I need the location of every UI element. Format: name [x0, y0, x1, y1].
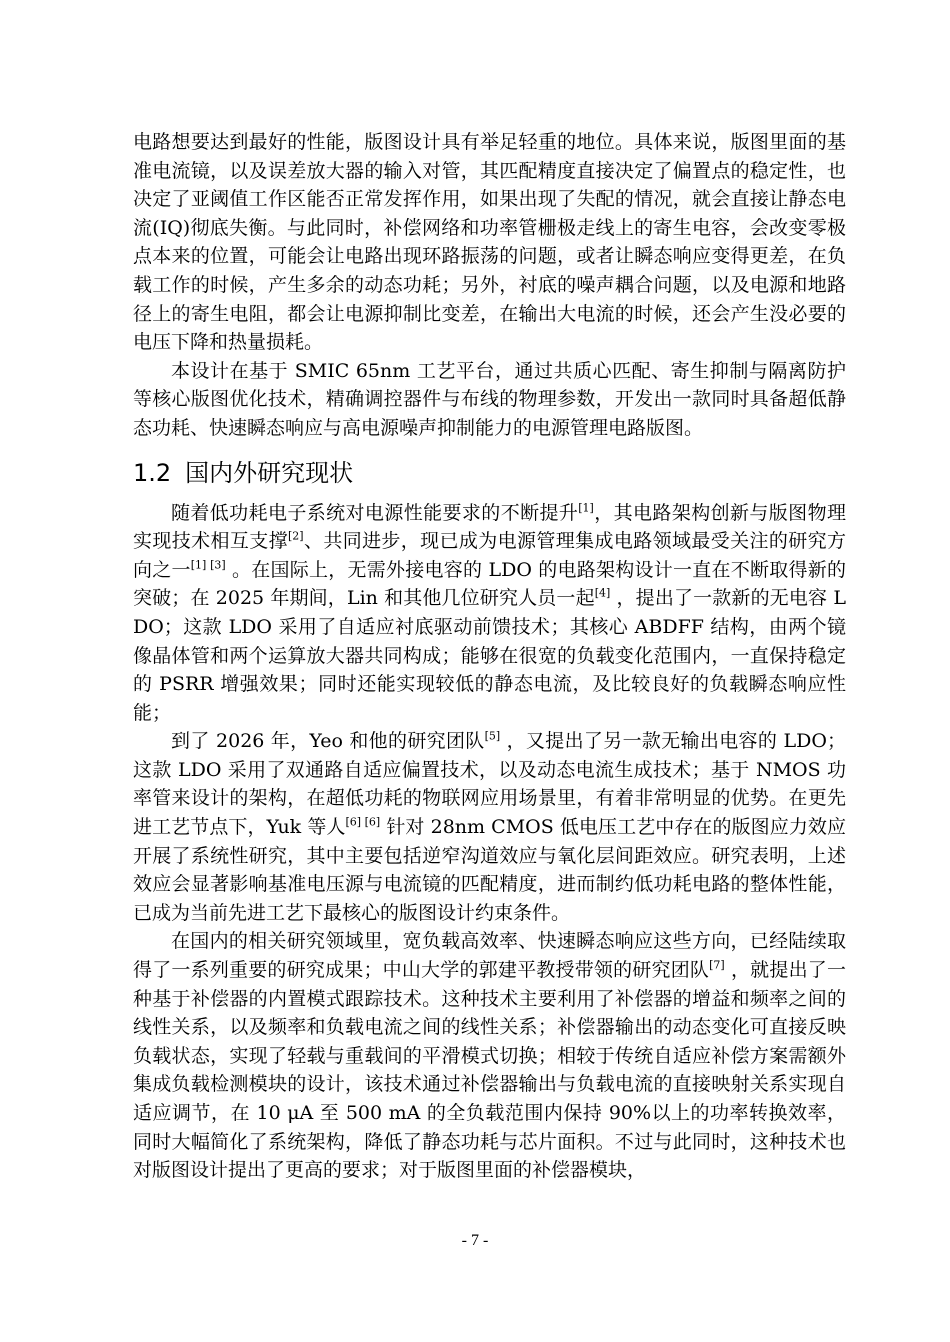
text-run: 随着低功耗电子系统对电源性能要求的不断提升 — [171, 501, 579, 524]
text-run: 针对 28nm CMOS 低电压工艺中存在的版图应力效应开展了系统性研究，其中主要包括逆窄沟道效应与氧化层间距效应。研究表明，上述效应会显著影响基准电压源与电流镜的匹配精度，进而制约低功耗电路的整体性能，已成为当前先进工艺下最核心的版图设计约束条件。 — [133, 816, 846, 924]
paragraph-research-status — [133, 499, 846, 728]
text-run: ，其电路架构创新与版图物理实现技术相互支撑 — [133, 501, 846, 553]
citation: [6] [6] — [345, 815, 381, 829]
page-body — [133, 128, 846, 1185]
text-run: 到了 2026 年，Yeo 和他的研究团队 — [171, 730, 485, 753]
citation: [1] [3] — [190, 558, 226, 572]
citation: [7] — [709, 958, 725, 972]
text-run: ，又提出了另一款无输出电容的 LDO；这款 LDO 采用了双通路自适应偏置技术，以及动态电流生成技术；基于 NMOS 功率管来设计的架构，在超低功耗的物联网应用场景里，有着非常明显的优势。在更先进工艺节点下，Yuk 等人 — [133, 730, 846, 839]
text-run: 在国内的相关研究领域里，宽负载高效率、快速瞬态响应这些方向，已经陆续取得了一系列重要的研究成果；中山大学的郭建平教授带领的研究团队 — [133, 930, 846, 982]
text-run: ，提出了一款新的无电容 LDO；这款 LDO 采用了自适应衬底驱动前馈技术；其核心 ABDFF 结构，由两个镜像晶体管和两个运算放大器共同构成；能够在很宽的负载变化范围内，一直保持稳定的 PSRR 增强效果；同时还能实现较低的静态电流，及比较良好的负载瞬态响应性能； — [133, 587, 846, 724]
citation: [5] — [484, 729, 501, 743]
citation: [1] — [578, 501, 594, 515]
paragraph-2026-research — [133, 727, 846, 927]
text-run: 。在国际上，无需外接电容的 LDO 的电路架构设计一直在不断取得新的突破；在 2025 年期间，Lin 和其他几位研究人员一起 — [133, 558, 846, 610]
citation: [2] — [287, 529, 304, 543]
citation: [4] — [594, 586, 611, 600]
text-run: 、共同进步，现已成为电源管理集成电路领域最受关注的研究方向之一 — [133, 530, 846, 581]
page-number: - 7 - — [461, 1232, 489, 1249]
paragraph-continuation: 电路想要达到最好的性能，版图设计具有举足轻重的地位。具体来说，版图里面的基准电流镜，以及误差放大器的输入对管，其匹配精度直接决定了偏置点的稳定性，也决定了亚阈值工作区能否正常发挥作用，如果出现了失配的情况，就会直接让静态电流(IQ)彻底失衡。与此同时，补偿网络和功率管栅极走线上的寄生电容，会改变零极点本来的位置，可能会让电路出现环路振荡的问题，或者让瞬态响应变得更差，在负载工作的时候，产生多余的动态功耗；另外，衬底的噪声耦合问题，以及电源和地路径上的寄生电阻，都会让电源抑制比变差，在输出大电流的时候，还会产生没必要的电压下降和热量损耗。 — [133, 131, 846, 354]
paragraph-design-intro: 本设计在基于 SMIC 65nm 工艺平台，通过共质心匹配、寄生抑制与隔离防护等核心版图优化技术，精确调控器件与布线的物理参数，开发出一款同时具备超低静态功耗、快速瞬态响应与高电源噪声抑制能力的电源管理电路版图。 — [133, 359, 846, 439]
paragraph-domestic-research — [133, 927, 846, 1184]
text-run: ，就提出了一种基于补偿器的内置模式跟踪技术。这种技术主要利用了补偿器的增益和频率之间的线性关系，以及频率和负载电流之间的线性关系；补偿器输出的动态变化可直接反映负载状态，实现了轻载与重载间的平滑模式切换；相较于传统自适应补偿方案需额外集成负载检测模块的设计，该技术通过补偿器输出与负载电流的直接映射关系实现自适应调节，在 10 μA 至 500 mA 的全负载范围内保持 90%以上的功率转换效率，同时大幅简化了系统架构，降低了静态功耗与芯片面积。不过与此同时，这种技术也对版图设计提出了更高的要求；对于版图里面的补偿器模块， — [133, 959, 846, 1182]
section-number: 1.2 — [133, 458, 172, 487]
section-heading — [133, 456, 846, 490]
section-title: 国内外研究现状 — [185, 458, 354, 487]
